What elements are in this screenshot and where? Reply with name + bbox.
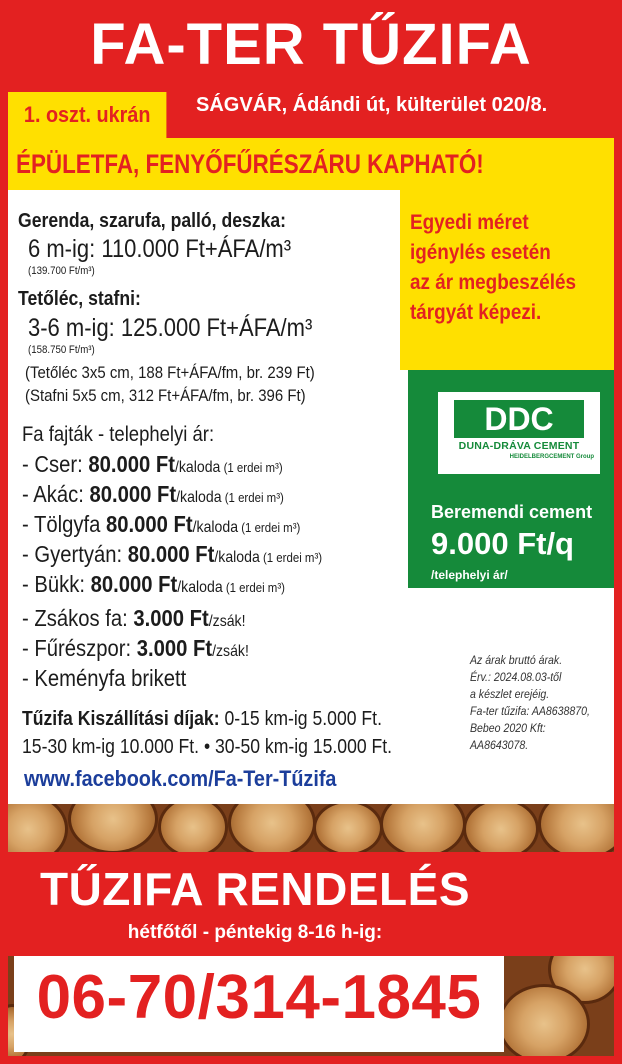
extra-unit: /zsák! <box>212 643 249 660</box>
wood-unit: /kaloda <box>177 579 223 596</box>
extra-unit: /zsák! <box>208 613 246 630</box>
wood-price: 80.000 Ft <box>90 571 178 597</box>
banner-text: ÉPÜLETFA, FENYŐFŰRÉSZÁRU KAPHATÓ! <box>16 149 484 179</box>
note-line: a készlet erejéig. <box>470 687 550 701</box>
extra-item <box>22 607 246 630</box>
wood-unit: /kaloda <box>214 549 260 566</box>
beams-price: 6 m-ig: 110.000 Ft+ÁFA/m³ <box>28 235 292 263</box>
slats-note: (Stafni 5x5 cm, 312 Ft+ÁFA/fm, br. 396 Ft) <box>25 386 306 405</box>
slats-heading: Tetőléc, stafni: <box>18 288 141 310</box>
slats-price: 3-6 m-ig: 125.000 Ft+ÁFA/m³ <box>28 314 313 342</box>
ddc-logo-mark-icon <box>454 400 584 438</box>
wood-price: 80.000 Ft <box>89 481 177 507</box>
wood-price: 80.000 Ft <box>105 511 193 537</box>
custom-size-line: Egyedi méret <box>410 211 529 234</box>
delivery-line: 15-30 km-ig 10.000 Ft. • 30-50 km-ig 15.000 Ft. <box>22 736 393 758</box>
beams-gross: (139.700 Ft/m³) <box>28 265 95 277</box>
ddc-logo <box>438 392 600 474</box>
note-line: AA8643078. <box>470 738 529 752</box>
wood-unit: /kaloda <box>174 459 221 476</box>
extra-price: 3.000 Ft <box>136 635 213 661</box>
delivery-label: Tűzifa Kiszállítási díjak: <box>22 708 220 730</box>
facebook-link[interactable]: www.facebook.com/Fa-Ter-Tűzifa <box>24 766 337 791</box>
beams-heading: Gerenda, szarufa, palló, deszka: <box>18 210 287 232</box>
extra-item <box>22 637 249 660</box>
firewood-item <box>22 513 300 536</box>
wood-volume: (1 erdei m³) <box>222 580 285 595</box>
extra-name: - Keményfa brikett <box>22 665 187 691</box>
page-title: FA-TER TŰZIFA <box>90 12 532 77</box>
wood-price: 80.000 Ft <box>127 541 215 567</box>
address: SÁGVÁR, Ádándi út, külterület 020/8. <box>196 94 548 116</box>
cement-label: Beremendi cement <box>431 502 593 522</box>
note-line: Az árak bruttó árak. <box>470 653 563 667</box>
logo-letters: DDC <box>484 401 554 437</box>
wood-volume: (1 erdei m³) <box>238 520 301 535</box>
custom-size-line: tárgyát képezi. <box>410 301 542 324</box>
firewood-item <box>22 543 322 566</box>
extra-name: - Zsákos fa: <box>22 605 134 631</box>
order-hours: hétfőtől - péntekig 8-16 h-ig: <box>127 922 383 943</box>
wood-volume: (1 erdei m³) <box>220 460 283 475</box>
order-title: TŰZIFA RENDELÉS <box>39 863 471 915</box>
custom-size-text <box>410 208 576 328</box>
wood-price: 80.000 Ft <box>88 451 175 477</box>
delivery-price: 0-15 km-ig 5.000 Ft. <box>219 708 382 730</box>
slats-note: (Tetőléc 3x5 cm, 188 Ft+ÁFA/fm, br. 239 Ft) <box>25 363 315 382</box>
wood-name: - Bükk: <box>22 571 91 597</box>
wood-name: - Cser: <box>22 451 89 477</box>
wood-unit: /kaloda <box>176 489 222 506</box>
extra-price: 3.000 Ft <box>133 605 209 631</box>
logo-name: DUNA-DRÁVA CEMENT <box>458 440 580 452</box>
price-notes <box>470 652 590 754</box>
custom-size-line: az ár megbeszélés <box>410 271 576 294</box>
firewood-item <box>22 483 284 506</box>
firewood-heading: Fa fajták - telephelyi ár: <box>22 423 215 446</box>
wood-name: - Tölgyfa <box>22 511 106 537</box>
note-line: Bebeo 2020 Kft: <box>470 721 546 735</box>
cement-price: 9.000 Ft/q <box>431 526 574 561</box>
wood-name: - Gyertyán: <box>22 541 128 567</box>
phone-number[interactable]: 06-70/314-1845 <box>36 963 482 1032</box>
firewood-item <box>22 453 283 476</box>
extra-name: - Fűrészpor: <box>22 635 137 661</box>
wood-name: - Akác: <box>22 481 90 507</box>
lumber-banner <box>8 138 614 190</box>
wood-unit: /kaloda <box>192 519 239 536</box>
logo-sub: HEIDELBERGCEMENT Group <box>509 454 594 460</box>
extra-item <box>22 667 186 690</box>
custom-size-line: igénylés esetén <box>410 241 551 264</box>
firewood-item <box>22 573 285 596</box>
note-line: Fa-ter tűzifa: AA8638870, <box>470 704 590 718</box>
cement-note: /telephelyi ár/ <box>431 568 508 582</box>
delivery-line <box>22 709 382 729</box>
wood-volume: (1 erdei m³) <box>221 490 284 505</box>
note-line: Érv.: 2024.08.03-től <box>470 670 562 684</box>
wood-volume: (1 erdei m³) <box>259 550 323 565</box>
grade-badge: 1. oszt. ukrán <box>8 92 166 138</box>
slats-gross: (158.750 Ft/m³) <box>28 344 95 356</box>
